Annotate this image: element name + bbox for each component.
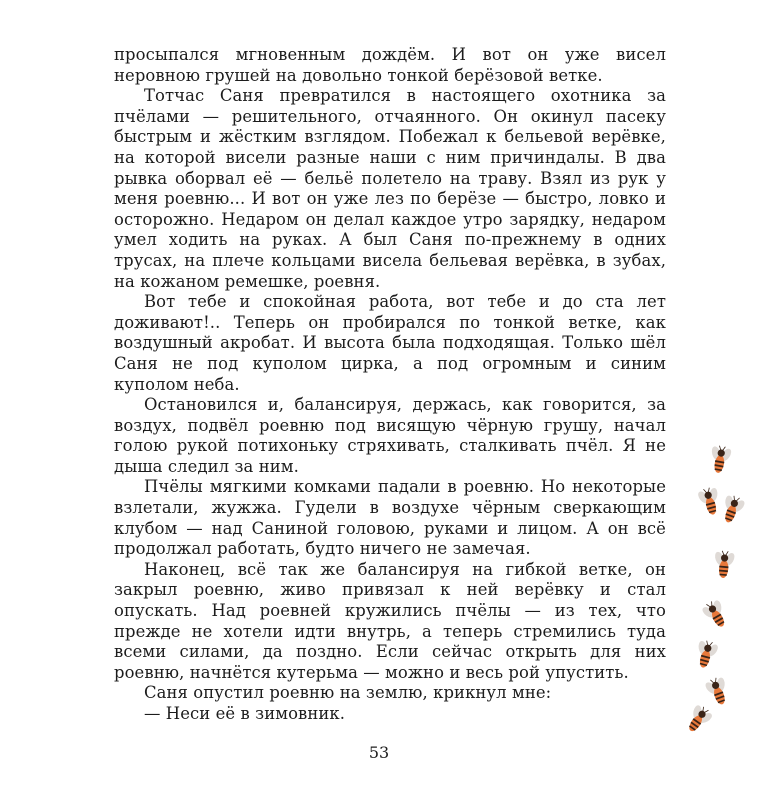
paragraph: просыпался мгновенным дождём. И вот он уже висел неровною грушей на довольно тонкой берёзовой ветке. <box>114 45 666 85</box>
paragraph: Саня опустил роевню на землю, крикнул мне: <box>144 683 552 703</box>
bee-icon <box>706 444 734 475</box>
bee-icon <box>717 493 748 526</box>
bee-icon <box>691 638 720 670</box>
text-column <box>114 45 666 725</box>
bee-swarm-illustration <box>680 430 758 750</box>
page-number: 53 <box>368 743 390 762</box>
bee-icon <box>699 597 733 632</box>
paragraph: — Неси её в зимовник. <box>144 704 346 723</box>
paragraph: Вот тебе и спокойная работа, вот тебе и до ста лет доживают!.. Теперь он пробирался по тонкой ветке, как воздушный акробат. И высота была подходящая. Только шёл Саня не под куполом цирка, а под огромным и синим куполом неба. <box>114 292 666 394</box>
paragraph: Пчёлы мягкими комками падали в роевню. Но некоторые взлетали, жужжа. Гудели в воздухе чёрным сверкающим клубом — над Саниной головою, руками и лицом. А он всё продолжал работать, будто ничего не замечая. <box>114 477 666 559</box>
paragraph: Наконец, всё так же балансируя на гибкой ветке, он закрыл роевню, живо привязал к ней верёвку и стал опускать. Над роевней кружились пчёлы — из тех, что прежде не хотели идти внутрь, а теперь стремились туда всеми силами, да поздно. Если сейчас открыть для них роевню, начнётся кутерьма — можно и весь рой упустить. <box>114 559 666 682</box>
bee-icon <box>681 702 715 737</box>
bee-icon <box>695 485 724 517</box>
paragraph: Тотчас Саня превратился в настоящего охотника за пчёлами — решительного, отчаянного. Он окинул пасеку быстрым и жёстким взглядом. Побежал к бельевой верёвке, на которой висели разные наши с ним причиндалы. В два рывка оборвал её — бельё полетело на траву. Взял из рук у меня роевню... И вот он уже лез по берёзе — быстро, ловко и осторожно. Недаром он делал каждое утро зарядку, недаром умел ходить на руках. А был Саня по-прежнему в одних трусах, на плече кольцами висела бельевая верёвка, в зубах, на кожаном ремешке, роевня. <box>114 86 666 291</box>
bee-icon <box>711 550 736 579</box>
bee-icon <box>702 675 733 708</box>
paragraph: Остановился и, балансируя, держась, как говорится, за воздух, подвёл роевню под висящую чёрную грушу, начал голою рукой потихоньку стряхивать, сталкивать пчёл. Я не дыша следил за ним. <box>114 395 666 476</box>
